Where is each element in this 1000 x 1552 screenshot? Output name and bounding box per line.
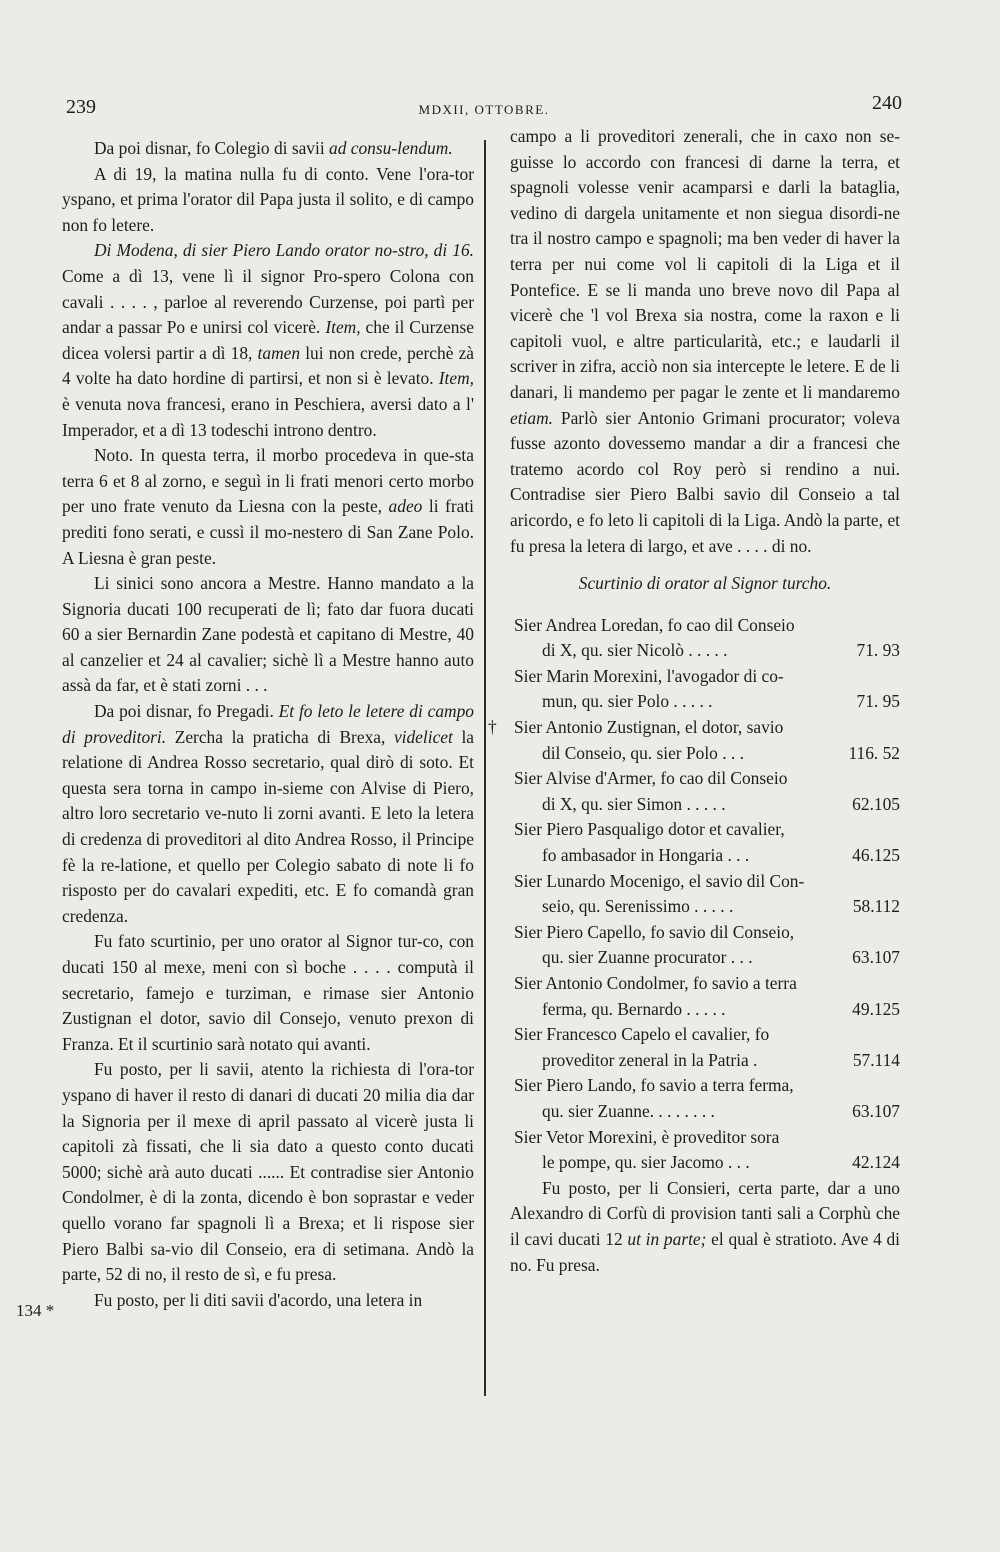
paragraph: campo a li proveditori zenerali, che in caxo non se-guisse lo accordo con francesi di darne la terra, et spagnoli volesse venir acamparsi e darli la bataglia, vedino di dargela unitamente et non siegua disordi-ne tra il nostro campo e spagnoli; ma ben veder di haver la terra per nui come vol li capitoli di la Liga et il Pontefice. E se li manda uno breve novo dil Papa al vicerè che 'l vol Brexa sia nostra, come la raxon e li capitoli vuol, e altre particularità, etc.; e laudarli il scriver in zifra, acciò non sia intercepte le letere. E de li danari, li mandemo per pagar le zente et li mandaremo etiam. Parlò sier Antonio Grimani procurator; voleva fusse azonto dovessemo mandar a dir a francesi che tratemo acordo col Roy però si rendino a nui. Contradise sier Piero Balbi savio dil Conseio a tal aricordo, e fo leto li capitoli di la Liga. Andò la parte, et fu presa la letera di largo, et ave . . . . di no. xyxy=(510,126,900,556)
ballot-entry xyxy=(510,971,900,1022)
ballot-entry xyxy=(510,920,900,971)
elected-dagger-mark: † xyxy=(488,717,497,738)
candidate-detail: fo ambasador in Hongaria . . . xyxy=(542,845,750,866)
candidate-detail-line xyxy=(510,638,900,664)
vote-count: 63.107 xyxy=(852,947,900,968)
paragraph: Li sinici sono ancora a Mestre. Hanno mandato a la Signoria ducati 100 recuperati de lì; fato dar fuora ducati 60 a sier Bernardin Zane podestà et capitano di Mestre, 40 al canzelier et 24 al cavalier; sichè lì a Mestre hanno auto assà da far, et è stati zorni . . . xyxy=(62,573,474,696)
paragraph: Noto. In questa terra, il morbo procedeva in que-sta terra 6 et 8 al zorno, e seguì in li frati menori certo morbo per uno frate venuto da Liesna con la peste, adeo li frati prediti fono serati, e cussì il mo-nestero di San Zane Polo. A Liesna è gran peste. xyxy=(62,445,474,568)
candidate-name: Sier Andrea Loredan, fo cao dil Conseio xyxy=(514,614,795,635)
candidate-detail: di X, qu. sier Simon . . . . . xyxy=(542,793,726,814)
candidate-detail-line xyxy=(510,1048,900,1074)
paragraph: Da poi disnar, fo Pregadi. Et fo leto le letere di campo di proveditori. Zercha la praticha di Brexa, videlicet la relatione di Andrea Rosso secretario, qual dirò di soto. Et questa sera torna in campo in-sieme con Alvise di Piero, altro loro secretario ve-nuto li zorni avanti. E leto la letera di credenza di proveditori al dito Andrea Rosso, il Principe fè la re-latione, et quello per Colegio sabato di note li fo risposto per do cavalari expediti, etc. E fo comandà gran credenza. xyxy=(62,701,474,926)
candidate-detail-line xyxy=(510,843,900,869)
candidate-name: Sier Antonio Condolmer, fo savio a terra xyxy=(514,973,797,993)
column-divider xyxy=(484,140,486,1396)
margin-folio-note: 134 * xyxy=(16,1301,55,1320)
section-heading: Scurtinio di orator al Signor turcho. xyxy=(578,573,832,594)
page-number-right: 240 xyxy=(872,92,902,114)
ballot-entry xyxy=(510,1125,900,1176)
vote-count: 62.105 xyxy=(852,793,900,814)
vote-count: 63.107 xyxy=(852,1100,900,1121)
candidate-name: Sier Piero Pasqualigo dotor et cavalier, xyxy=(514,819,785,840)
candidate-detail: ferma, qu. Bernardo . . . . . xyxy=(542,998,726,1019)
ballot-entry xyxy=(510,817,900,868)
paragraph: A di 19, la matina nulla fu di conto. Vene l'ora-tor yspano, et prima l'orator dil Papa justa il solito, e di campo non fo letere. xyxy=(62,163,474,235)
ballot-entry xyxy=(510,1073,900,1124)
right-column xyxy=(488,124,901,1278)
candidate-detail-line xyxy=(510,945,900,971)
candidate-name: Sier Piero Capello, fo savio dil Conseio, xyxy=(514,921,795,942)
candidate-detail: mun, qu. sier Polo . . . . . xyxy=(542,691,713,712)
left-column xyxy=(62,136,474,1313)
running-head: MDXII, OTTOBRE. xyxy=(418,102,550,117)
candidate-detail-line xyxy=(510,894,900,920)
candidate-detail: proveditor zeneral in la Patria . xyxy=(542,1049,758,1070)
candidate-name: Sier Alvise d'Armer, fo cao dil Conseio xyxy=(514,768,788,789)
candidate-detail: qu. sier Zuanne. . . . . . . . xyxy=(542,1100,715,1121)
page-number-left: 239 xyxy=(66,96,96,118)
paragraph: Fu posto, per li Consieri, certa parte, dar a uno Alexandro di Corfù di provision tanti sali a Corphù che il cavi ducati 12 ut in parte; el qual è stratioto. Ave 4 di no. Fu presa. xyxy=(510,1177,901,1275)
candidate-detail-line xyxy=(510,1099,900,1125)
candidate-detail-line xyxy=(510,792,900,818)
vote-count: 71. 93 xyxy=(856,640,900,661)
paragraph: Fu fato scurtinio, per uno orator al Signor tur-co, con ducati 150 al mexe, meni con sì boche . . . . computà il secretario, famejo e turziman, e rimase sier Antonio Zustignan el dotor, savio dil Consejo, venuto prexon di Franza. Et il scurtinio sarà notato qui avanti. xyxy=(62,931,474,1054)
candidate-detail-line xyxy=(510,997,900,1023)
paragraph: Da poi disnar, fo Colegio di savii ad consu-lendum. xyxy=(94,138,453,158)
ballot-entry xyxy=(510,1022,900,1073)
paragraph: Fu posto, per li savii, atento la richiesta di l'ora-tor yspano di haver il resto di danari di ducati 20 milia dia dar la Signoria per il mexe di april passato al vicerè justa li capitoli zà fissati, che li sia dato a questo conto ducati 5000; sichè arà auto ducati ...... Et contradise sier Antonio Condolmer, è di la zonta, dicendo è bon soprastar e veder quello vorano far spagnoli lì a Brexa; et li rispose sier Piero Balbi sa-vio dil Conseio, era di setimana. Andò la parte, 52 di no, il resto de sì, e fu presa. xyxy=(62,1059,474,1285)
candidate-detail-line xyxy=(510,1150,900,1176)
candidate-name: Sier Francesco Capelo el cavalier, fo xyxy=(514,1024,770,1045)
candidate-name: Sier Marin Morexini, l'avogador di co- xyxy=(514,665,784,686)
candidate-name: Sier Vetor Morexini, è proveditor sora xyxy=(514,1126,780,1147)
ballot-entry xyxy=(510,766,900,817)
candidate-detail: seio, qu. Serenissimo . . . . . xyxy=(542,896,734,917)
candidate-detail-line xyxy=(510,741,900,767)
vote-count: 46.125 xyxy=(852,845,900,866)
vote-count: 71. 95 xyxy=(856,691,900,712)
ballot-entry xyxy=(510,664,900,715)
paragraph: Di Modena, di sier Piero Lando orator no-stro, di 16. Come a dì 13, vene lì il signor Pro-spero Colona con cavali . . . . , parloe al reverendo Curzense, poi partì per andar a passar Po e unirsi col vicerè. Item, che il Curzense dicea volersi partir a dì 18, tamen lui non crede, perchè zà 4 volte ha dato hordine di partirsi, et non si è levato. Item, è venuta nova francesi, erano in Peschiera, aversi dato a l' Imperador, et a dì 13 todeschi introno dentro. xyxy=(62,240,475,440)
page-header xyxy=(66,92,902,122)
ballot-entry xyxy=(488,715,900,766)
vote-count: 116. 52 xyxy=(848,742,900,763)
candidate-detail: qu. sier Zuanne procurator . . . xyxy=(542,947,753,968)
ballot-entry xyxy=(510,613,900,664)
candidate-detail-line xyxy=(510,689,900,715)
vote-count: 42.124 xyxy=(852,1152,900,1173)
candidate-detail: le pompe, qu. sier Jacomo . . . xyxy=(542,1152,750,1173)
candidate-name: Sier Antonio Zustignan, el dotor, savio xyxy=(514,717,784,738)
candidate-name: Sier Piero Lando, fo savio a terra ferma, xyxy=(514,1075,794,1096)
ballot-entry xyxy=(510,869,900,920)
candidate-detail: di X, qu. sier Nicolò . . . . . xyxy=(542,640,728,661)
vote-count: 49.125 xyxy=(852,998,900,1019)
vote-count: 57.114 xyxy=(852,1049,900,1070)
paragraph: Fu posto, per li diti savii d'acordo, una letera in xyxy=(94,1289,423,1310)
ballot-list xyxy=(488,613,900,1176)
vote-count: 58.112 xyxy=(852,896,900,917)
candidate-name: Sier Lunardo Mocenigo, el savio dil Con- xyxy=(514,870,805,891)
candidate-detail: dil Conseio, qu. sier Polo . . . xyxy=(542,742,744,763)
